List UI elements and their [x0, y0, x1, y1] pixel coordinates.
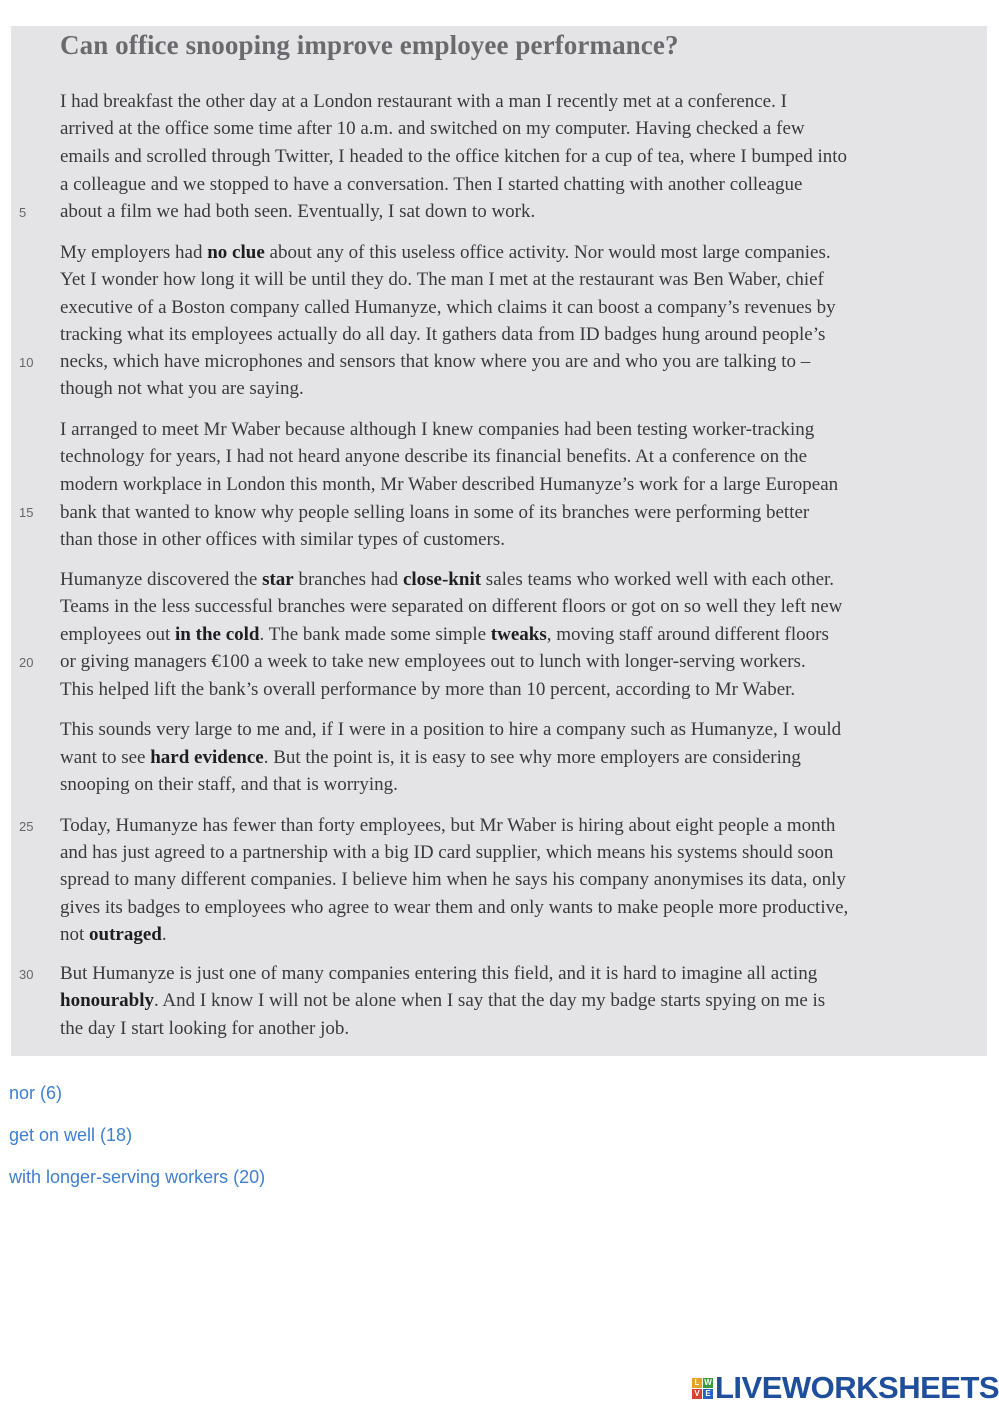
article-line	[60, 569, 834, 591]
text-run: than those in other offices with similar types of customers.	[60, 529, 506, 550]
text-run: Teams in the less successful branches were separated on different floors or got on so well they left new	[60, 596, 843, 617]
bold-phrase: no clue	[207, 242, 265, 263]
bold-phrase: in the cold	[175, 624, 260, 645]
article-line	[60, 201, 535, 223]
article-line	[60, 419, 814, 441]
text-run: .	[161, 924, 167, 945]
text-run: Today, Humanyze has fewer than forty employees, but Mr Waber is hiring about eight people a month	[60, 815, 836, 836]
article-line	[60, 502, 809, 524]
text-run: about a film we had both seen. Eventually, I sat down to work.	[60, 201, 536, 222]
text-run: Humanyze discovered the	[60, 569, 263, 590]
line-number: 15	[19, 505, 34, 520]
line-number: 30	[19, 967, 34, 982]
text-run: want to see	[60, 747, 151, 768]
article-line	[60, 146, 847, 168]
text-run: This sounds very large to me and, if I were in a position to hire a company such as Humanyze, I would	[60, 719, 842, 740]
article-line	[60, 446, 807, 468]
line-number: 10	[19, 355, 34, 370]
text-run: technology for years, I had not heard anyone describe its financial benefits. At a conference on the	[60, 446, 808, 467]
text-run: But Humanyze is just one of many companies entering this field, and it is hard to imagine all acting	[60, 963, 818, 984]
article-line	[60, 747, 801, 769]
bold-phrase: star	[262, 569, 294, 590]
logo-text: LIVEWORKSHEETS	[715, 1370, 999, 1405]
article-line	[60, 242, 831, 264]
article-line	[60, 842, 833, 864]
text-run: employees out	[60, 624, 176, 645]
bold-phrase: outraged	[89, 924, 162, 945]
bold-phrase: honourably	[60, 990, 154, 1011]
line-number: 25	[19, 819, 34, 834]
article-line	[60, 815, 835, 837]
article-line	[60, 378, 304, 400]
article-line	[60, 651, 806, 673]
bold-phrase: hard evidence	[150, 747, 264, 768]
article-line	[60, 679, 795, 701]
line-number: 5	[19, 205, 27, 220]
text-run: Yet I wonder how long it will be until they do. The man I met at the restaurant was Ben Waber, chief	[60, 269, 824, 290]
article-line	[60, 324, 825, 346]
article-line	[60, 719, 841, 741]
article-line	[60, 269, 824, 291]
article-line	[60, 869, 846, 891]
article-title: Can office snooping improve employee performance?	[60, 30, 679, 60]
article-line	[60, 474, 838, 496]
text-run: I had breakfast the other day at a London restaurant with a man I recently met at a conference. I	[60, 91, 787, 112]
article-line	[60, 990, 825, 1012]
article-line	[60, 624, 829, 646]
text-run: sales teams who worked well with each other.	[481, 569, 835, 590]
article-line	[60, 91, 787, 113]
article-panel	[11, 26, 987, 1056]
text-run: . But the point is, it is easy to see why more employers are considering	[263, 747, 801, 768]
text-run: tracking what its employees actually do all day. It gathers data from ID badges hung around people’s	[60, 324, 826, 345]
text-run: spread to many different companies. I believe him when he says his company anonymises its data, only	[60, 869, 846, 890]
line-number: 20	[19, 655, 34, 670]
text-run: branches had	[293, 569, 403, 590]
article-line	[60, 1018, 349, 1040]
article-line	[60, 351, 810, 373]
text-run: executive of a Boston company called Humanyze, which claims it can boost a company’s revenues by	[60, 297, 836, 318]
text-run: and has just agreed to a partnership with a big ID card supplier, which means his systems should soon	[60, 842, 834, 863]
text-run: I arranged to meet Mr Waber because although I knew companies had been testing worker-tracking	[60, 419, 815, 440]
article-line	[60, 963, 817, 985]
answer-field-3[interactable]: with longer-serving workers (20)	[9, 1167, 266, 1187]
bold-phrase: tweaks	[490, 624, 547, 645]
text-run: the day I start looking for another job.	[60, 1018, 350, 1039]
text-run: or giving managers €100 a week to take new employees out to lunch with longer-serving workers.	[60, 651, 806, 672]
bold-phrase: close-knit	[402, 569, 482, 590]
article-line	[60, 897, 848, 919]
text-run: , moving staff around different floors	[546, 624, 829, 645]
text-run: emails and scrolled through Twitter, I headed to the office kitchen for a cup of tea, where I bumped into	[60, 146, 848, 167]
text-run: My employers had	[60, 242, 208, 263]
text-run: about any of this useless office activity. Nor would most large companies.	[264, 242, 831, 263]
article-line	[60, 297, 836, 319]
text-run: not	[60, 924, 90, 945]
text-run: though not what you are saying.	[60, 378, 304, 399]
text-run: . The bank made some simple	[259, 624, 491, 645]
answer-field-1[interactable]: nor (6)	[9, 1083, 63, 1103]
answer-field-2[interactable]: get on well (18)	[9, 1125, 133, 1145]
article-line	[60, 596, 842, 618]
text-run: necks, which have microphones and sensors that know where you are and who you are talking to –	[60, 351, 811, 372]
liveworksheets-logo[interactable]	[692, 1371, 999, 1405]
text-run: arrived at the office some time after 10 a.m. and switched on my computer. Having checked a few	[60, 118, 805, 139]
article-line	[60, 774, 398, 796]
text-run: snooping on their staff, and that is worrying.	[60, 774, 398, 795]
text-run: a colleague and we stopped to have a conversation. Then I started chatting with another colleague	[60, 174, 803, 195]
article-line	[60, 118, 805, 140]
logo-icon: L W V E	[692, 1378, 713, 1399]
text-run: This helped lift the bank’s overall performance by more than 10 percent, according to Mr Waber.	[60, 679, 796, 700]
text-run: . And I know I will not be alone when I say that the day my badge starts spying on me is	[153, 990, 826, 1011]
text-run: gives its badges to employees who agree to wear them and only wants to make people more productive,	[60, 897, 849, 918]
text-run: modern workplace in London this month, Mr Waber described Humanyze’s work for a large European	[60, 474, 839, 495]
article-line	[60, 529, 505, 551]
text-run: bank that wanted to know why people selling loans in some of its branches were performing better	[60, 502, 810, 523]
article-line	[60, 924, 167, 946]
article-line	[60, 174, 802, 196]
